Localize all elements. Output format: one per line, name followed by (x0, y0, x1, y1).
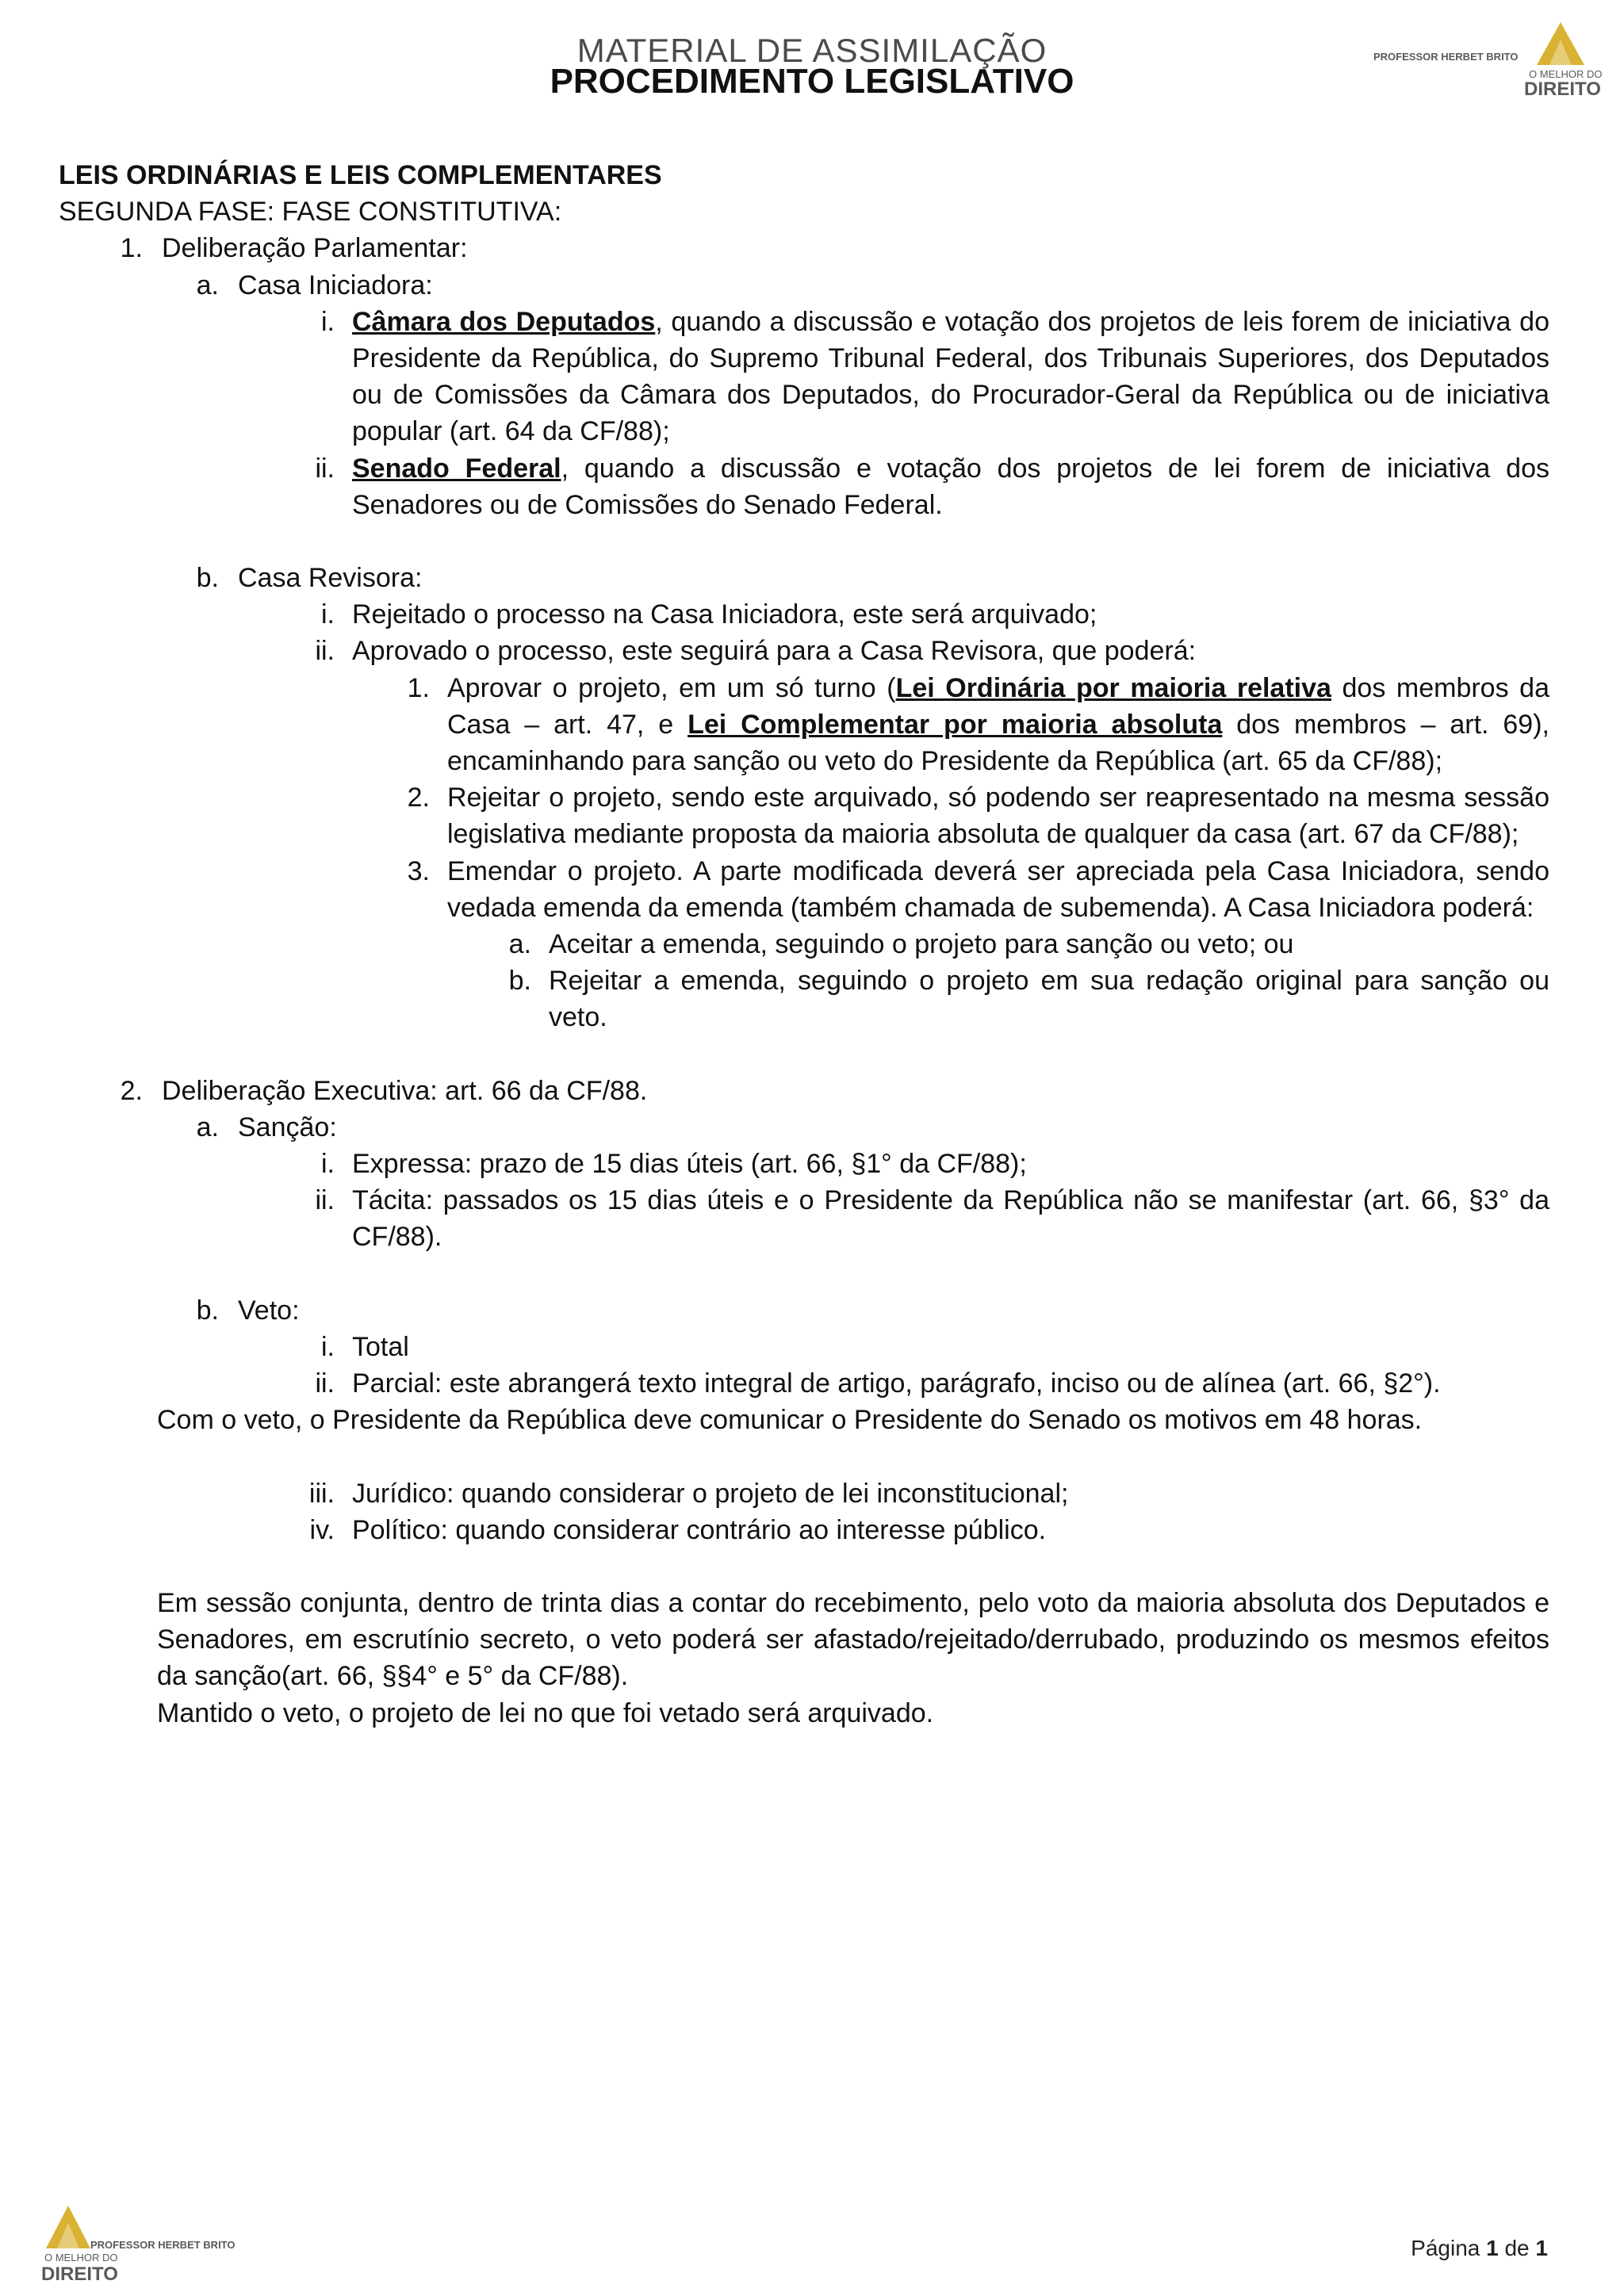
list-item: iii. Jurídico: quando considerar o projeto de lei inconstitucional; (308, 1478, 1069, 1509)
document-body (59, 157, 1549, 1732)
logo-melhor-text: O MELHOR DO (1529, 68, 1603, 80)
list-item: b. Casa Revisora: (196, 563, 423, 594)
logo-direito-text: DIREITO (1524, 78, 1601, 98)
list-item: ii. Parcial: este abrangerá texto integral de artigo, parágrafo, inciso ou de alínea (art. 66, §2°). (315, 1368, 1441, 1399)
list-item: a. Aceitar a emenda, seguindo o projeto para sanção ou veto; ou (508, 929, 1294, 960)
list-item: ii. Tácita: passados os 15 dias úteis e o Presidente da República não se manifestar (art. 66, §3° da CF/88). (315, 1185, 1549, 1253)
list-item: 2. Rejeitar o projeto, sendo este arquivado, só podendo ser reapresentado na mesma sessão legislativa mediante proposta da maioria absoluta de qualquer da casa (art. 67 da CF/88); (407, 783, 1549, 850)
brand-logo-top (1370, 19, 1624, 98)
camara-deputados-term: Câmara dos Deputados (352, 306, 656, 337)
list-item: a. Sanção: (196, 1112, 337, 1142)
paragraph-sessao-conjunta: Em sessão conjunta, dentro de trinta dias a contar do recebimento, pelo voto da maioria absoluta dos Deputados e Senadores, em escrutínio secreto, o veto poderá ser afastado/rejeitado/derrubado, produzindo os mesmos efeitos da sanção(art. 66, §§4° e 5° da CF/88). (157, 1587, 1549, 1692)
list-item: i. Rejeitado o processo na Casa Iniciadora, este será arquivado; (321, 599, 1097, 630)
list-item: i. Expressa: prazo de 15 dias úteis (art. 66, §1° da CF/88); (321, 1149, 1027, 1180)
list-item: 1. Aprovar o projeto, em um só turno (Lei Ordinária por maioria relativa dos membros da Casa – art. 47, e Lei Complementar por maioria absoluta dos membros – art. 69), encaminhando para sanção ou veto do Presidente da República (art. 65 da CF/88); (407, 672, 1549, 777)
list-item: i. Câmara dos Deputados, quando a discussão e votação dos projetos de leis forem de iniciativa do Presidente da República, do Supremo Tribunal Federal, dos Tribunais Superiores, dos Deputados ou de Comissões da Câmara dos Deputados, do Procurador-Geral da República ou de iniciativa popular (art. 64 da CF/88); (321, 306, 1549, 447)
phase-heading: SEGUNDA FASE: FASE CONSTITUTIVA: (59, 197, 562, 228)
document-title-line1: MATERIAL DE ASSIMILAÇÃO (576, 32, 1048, 69)
list-item: i. Total (321, 1331, 409, 1362)
page-number: Página 1 de 1 (1411, 2236, 1548, 2260)
list-item: a. Casa Iniciadora: (196, 270, 433, 300)
senado-federal-term: Senado Federal (352, 453, 561, 484)
section-title: LEIS ORDINÁRIAS E LEIS COMPLEMENTARES (59, 160, 662, 190)
paragraph-mantido-veto: Mantido o veto, o projeto de lei no que foi vetado será arquivado. (157, 1697, 934, 1728)
list-item: 1. Deliberação Parlamentar: (120, 233, 468, 264)
veto-note: Com o veto, o Presidente da República deve comunicar o Presidente do Senado os motivos em 48 horas. (157, 1405, 1423, 1436)
logo-direito-text: DIREITO (41, 2263, 118, 2283)
document-title-line2: PROCEDIMENTO LEGISLATIVO (550, 62, 1074, 101)
list-item: 3. Emendar o projeto. A parte modificada deverá ser apreciada pela Casa Iniciadora, sendo vedada emenda da emenda (também chamada de subemenda). A Casa Iniciadora poderá: (407, 855, 1549, 923)
logo-melhor-text: O MELHOR DO (44, 2252, 118, 2263)
list-item: ii. Senado Federal, quando a discussão e votação dos projetos de lei forem de iniciativa dos Senadores ou de Comissões do Senado Federal. (315, 453, 1549, 520)
list-item: b. Rejeitar a emenda, seguindo o projeto em sua redação original para sanção ou veto. (508, 966, 1549, 1033)
logo-professor-text: PROFESSOR HERBET BRITO (1373, 51, 1519, 63)
lei-complementar-term: Lei Complementar por maioria absoluta (688, 709, 1223, 740)
list-item: iv. Político: quando considerar contrário ao interesse público. (309, 1514, 1047, 1545)
logo-professor-text: PROFESSOR HERBET BRITO (90, 2239, 236, 2251)
list-item: 2. Deliberação Executiva: art. 66 da CF/88. (120, 1075, 648, 1106)
brand-logo-bottom (41, 2204, 295, 2283)
list-item: ii. Aprovado o processo, este seguirá para a Casa Revisora, que poderá: (315, 636, 1197, 667)
lei-ordinaria-term: Lei Ordinária por maioria relativa (895, 672, 1331, 703)
list-item: b. Veto: (196, 1295, 300, 1326)
